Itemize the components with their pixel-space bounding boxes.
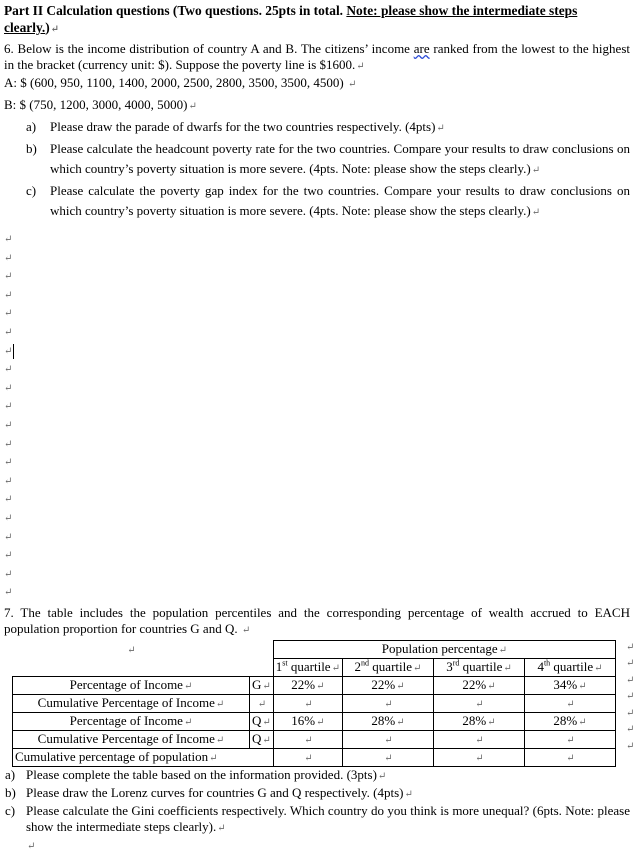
table-cell[interactable]: ↵ — [433, 694, 524, 712]
heading-note: Note: please show the intermediate steps clearly. — [4, 3, 578, 35]
country-cell: G↵ — [250, 676, 274, 694]
population-percentage-header: Population percentage↵ — [273, 640, 615, 658]
document-page — [4, 2, 635, 855]
wealth-table — [12, 640, 616, 767]
q7-part-b: b) Please draw the Lorenz curves for countries G and Q respectively. (4pts)↵ — [5, 784, 413, 800]
quartile-header: 1st quartile↵ — [273, 658, 342, 676]
table-cell[interactable]: ↵ — [342, 748, 433, 766]
table-header-row-2 — [13, 658, 616, 676]
country-cell: Q↵ — [250, 712, 274, 730]
table-cell[interactable]: ↵ — [524, 730, 615, 748]
country-cell: Q↵ — [250, 730, 274, 748]
table-row: Percentage of Income↵ Q↵ 16%↵ 28%↵ 28%↵ 28%↵ — [13, 712, 616, 730]
table-cell[interactable]: 22%↵ — [433, 676, 524, 694]
row-end-marks: ↵ ↵ ↵ ↵ ↵ ↵ ↵ — [626, 641, 635, 752]
table-header-row-1: ↵ Population percentage↵ — [13, 640, 616, 658]
table-cell[interactable]: 16%↵ — [273, 712, 342, 730]
table-cell[interactable]: ↵ — [273, 730, 342, 748]
table-cell[interactable]: ↵ — [433, 730, 524, 748]
section-heading — [4, 2, 630, 38]
q6-parts — [4, 117, 630, 223]
table-cell[interactable]: ↵ — [273, 694, 342, 712]
table-cell[interactable]: ↵ — [342, 730, 433, 748]
heading-text: Part II Calculation questions (Two questions. 25pts in total. — [4, 3, 347, 18]
q7-part-c: c) Please calculate the Gini coefficients respectively. Which country do you think is more unequal? (6pts. Note: please show the intermediate steps clearly).↵ — [5, 802, 630, 834]
table-cell[interactable]: ↵ — [524, 748, 615, 766]
heading-end: ) — [45, 20, 50, 35]
q7-part-a: a) Please complete the table based on the information provided. (3pts)↵ — [5, 766, 387, 782]
wealth-table-wrap — [4, 640, 635, 767]
table-cell[interactable]: 22%↵ — [273, 676, 342, 694]
quartile-header: 3rd quartile↵ — [433, 658, 524, 676]
grammar-flag-word: are — [413, 41, 430, 56]
q7-intro: 7. The table includes the population percentiles and the corresponding percentage of wealth accrued to EACH population proportion for countries G and Q. ↵ — [4, 604, 630, 636]
table-row: Cumulative Percentage of Income↵ ↵ ↵ ↵ ↵ ↵ — [13, 694, 616, 712]
quartile-header: 4th quartile↵ — [524, 658, 615, 676]
table-row: Cumulative Percentage of Income↵ Q↵ ↵ ↵ ↵ ↵ — [13, 730, 616, 748]
table-cell[interactable]: ↵ — [433, 748, 524, 766]
table-cell[interactable]: 28%↵ — [342, 712, 433, 730]
q6-country-b: B: $ (750, 1200, 3000, 4000, 5000)↵ — [4, 97, 197, 112]
table-cell[interactable]: 34%↵ — [524, 676, 615, 694]
text-cursor — [13, 344, 14, 359]
table-cell[interactable]: ↵ — [342, 694, 433, 712]
table-cell[interactable]: 22%↵ — [342, 676, 433, 694]
country-cell: ↵ — [250, 694, 274, 712]
paragraph-mark: ↵ — [50, 24, 60, 35]
final-paragraph-mark: ↵ — [27, 840, 36, 852]
q7-parts — [4, 767, 630, 837]
quartile-header: 2nd quartile↵ — [342, 658, 433, 676]
q6-intro: 6. Below is the income distribution of country A and B. The citizens’ income are ranked from the lowest to the highest in the bracket (currency unit: $). Suppose the poverty line is $1600.↵ — [4, 41, 630, 72]
q6-part-a: a) Please draw the parade of dwarfs for the two countries respectively. (4pts)↵ — [26, 119, 445, 134]
table-cell[interactable]: ↵ — [273, 748, 342, 766]
q6-part-b: b) Please calculate the headcount poverty rate for the two countries. Compare your results to draw conclusions on which country’s poverty situation is more severe. (4pts. Note: please show the steps clearly.)↵ — [26, 141, 630, 176]
q6-part-c: c) Please calculate the poverty gap index for the two countries. Compare your results to draw conclusions on which country’s poverty situation is more severe. (4pts. Note: please show the steps clearly.)↵ — [26, 183, 630, 218]
table-row: Cumulative percentage of population↵ ↵ ↵ ↵ ↵ — [13, 748, 616, 766]
table-cell[interactable]: ↵ — [524, 694, 615, 712]
table-row: Percentage of Income↵ G↵ 22%↵ 22%↵ 22%↵ 34%↵ — [13, 676, 616, 694]
answer-space[interactable]: ↵ ↵ ↵ ↵ ↵ ↵ ↵ ↵ ↵ ↵ ↵ ↵ ↵ ↵ ↵ ↵ ↵ ↵ ↵ ↵ — [4, 234, 13, 599]
table-cell[interactable]: 28%↵ — [433, 712, 524, 730]
table-cell[interactable]: 28%↵ — [524, 712, 615, 730]
q6-country-a: A: $ (600, 950, 1100, 1400, 2000, 2500, 2800, 3500, 3500, 4500) ↵ — [4, 75, 357, 90]
